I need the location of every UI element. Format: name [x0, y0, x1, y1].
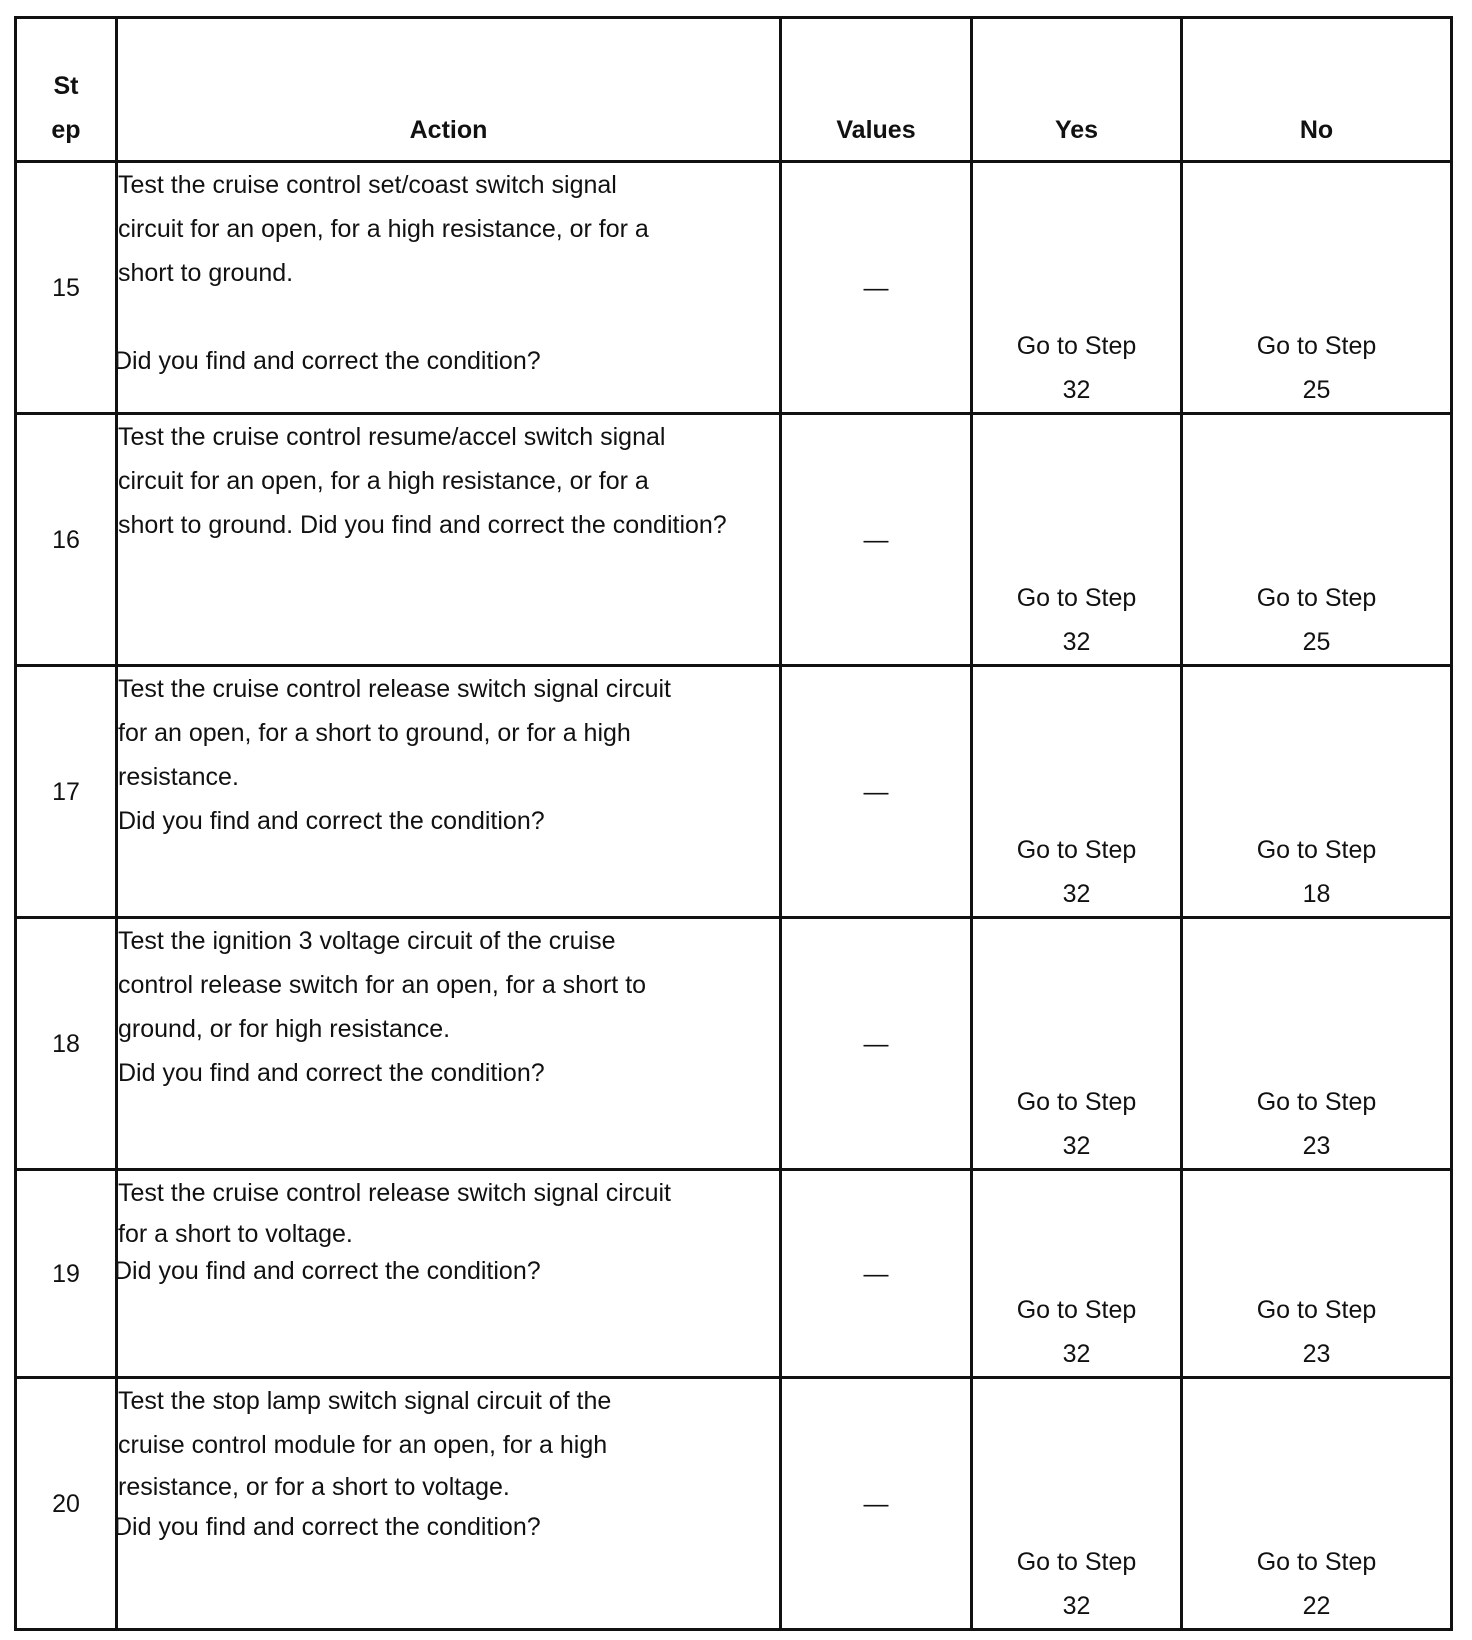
yes-go-to-label: Go to Step: [1016, 836, 1137, 864]
step-number: 18: [16, 918, 117, 1170]
values-cell: —: [781, 162, 972, 414]
step-header-line-2: ep: [51, 116, 81, 144]
header-row: [16, 18, 1452, 162]
action-cell: [117, 918, 781, 1170]
no-go-to-label: Go to Step: [1256, 332, 1377, 360]
column-header-yes: Yes: [972, 18, 1182, 162]
action-line: ground, or for high resistance.: [118, 1015, 451, 1043]
action-line: resistance.: [118, 763, 239, 791]
no-cell: [1182, 1378, 1452, 1630]
action-line: Test the cruise control release switch signal circuit: [118, 1179, 672, 1207]
column-header-action: Action: [117, 18, 781, 162]
column-header-no: No: [1182, 18, 1452, 162]
yes-go-to-step: 32: [1062, 880, 1091, 908]
yes-cell: [972, 666, 1182, 918]
no-cell: [1182, 1170, 1452, 1378]
column-header-step: [16, 18, 117, 162]
no-go-to-step: 18: [1302, 880, 1331, 908]
no-go-to-label: Go to Step: [1256, 584, 1377, 612]
table-row-step-20: [16, 1378, 1452, 1630]
step-number: 17: [16, 666, 117, 918]
yes-go-to-label: Go to Step: [1016, 1548, 1137, 1576]
no-cell: [1182, 414, 1452, 666]
yes-go-to-label: Go to Step: [1016, 1088, 1137, 1116]
action-cell: [117, 666, 781, 918]
action-line: short to ground. Did you find and correct the condition?: [118, 511, 727, 539]
yes-go-to-step: 32: [1062, 376, 1091, 404]
yes-go-to-label: Go to Step: [1016, 584, 1137, 612]
yes-cell: [972, 1378, 1182, 1630]
action-line: Test the cruise control set/coast switch signal: [118, 171, 617, 199]
step-number: 19: [16, 1170, 117, 1378]
action-line: circuit for an open, for a high resistance, or for a: [118, 467, 649, 495]
yes-cell: [972, 414, 1182, 666]
action-cell: [114, 1170, 781, 1378]
action-line: for an open, for a short to ground, or for a high: [118, 719, 631, 747]
yes-go-to-label: Go to Step: [1016, 332, 1137, 360]
step-number: 15: [16, 162, 117, 414]
action-line: resistance, or for a short to voltage.: [118, 1473, 510, 1501]
no-go-to-step: 25: [1302, 628, 1331, 656]
no-go-to-label: Go to Step: [1256, 1088, 1377, 1116]
no-go-to-step: 25: [1302, 376, 1331, 404]
table-row-step-18: [16, 918, 1452, 1170]
action-cell: [117, 414, 781, 666]
yes-go-to-step: 32: [1062, 1132, 1091, 1160]
action-line: circuit for an open, for a high resistance, or for a: [118, 215, 649, 243]
diagnostic-table: [14, 16, 1453, 1631]
table-row-step-15: [16, 162, 1452, 414]
diagnostic-table-sheet: [14, 16, 1450, 1624]
table-row-step-16: [16, 414, 1452, 666]
action-line: control release switch for an open, for a short to: [118, 971, 647, 999]
no-cell: [1182, 918, 1452, 1170]
action-cell: [114, 162, 781, 414]
action-line: Test the cruise control resume/accel switch signal: [118, 423, 666, 451]
action-line: Test the cruise control release switch signal circuit: [118, 675, 672, 703]
column-header-values: Values: [781, 18, 972, 162]
step-header-line-1: St: [53, 72, 79, 100]
yes-go-to-step: 32: [1062, 628, 1091, 656]
values-cell: —: [781, 1378, 972, 1630]
action-question: Did you find and correct the condition?: [114, 1513, 541, 1541]
table-row-step-19: [16, 1170, 1452, 1378]
action-line: Test the stop lamp switch signal circuit of the: [118, 1387, 612, 1415]
action-question: Did you find and correct the condition?: [118, 807, 545, 835]
no-cell: [1182, 162, 1452, 414]
step-number: 20: [16, 1378, 117, 1630]
action-line: for a short to voltage.: [118, 1220, 353, 1248]
yes-cell: [972, 918, 1182, 1170]
values-cell: —: [781, 1170, 972, 1378]
yes-go-to-step: 32: [1062, 1592, 1091, 1620]
yes-go-to-step: 32: [1062, 1340, 1091, 1368]
action-cell: [114, 1378, 781, 1630]
values-cell: —: [781, 918, 972, 1170]
action-question: Did you find and correct the condition?: [114, 347, 541, 375]
yes-cell: [972, 162, 1182, 414]
no-go-to-label: Go to Step: [1256, 1296, 1377, 1324]
no-go-to-label: Go to Step: [1256, 1548, 1377, 1576]
yes-cell: [972, 1170, 1182, 1378]
action-line: short to ground.: [118, 259, 294, 287]
no-go-to-step: 23: [1302, 1340, 1331, 1368]
action-question: Did you find and correct the condition?: [118, 1059, 545, 1087]
action-line: Test the ignition 3 voltage circuit of the cruise: [118, 927, 616, 955]
yes-go-to-label: Go to Step: [1016, 1296, 1137, 1324]
no-go-to-step: 22: [1302, 1592, 1331, 1620]
no-cell: [1182, 666, 1452, 918]
values-cell: —: [781, 666, 972, 918]
values-cell: —: [781, 414, 972, 666]
action-line: cruise control module for an open, for a high: [118, 1431, 608, 1459]
no-go-to-label: Go to Step: [1256, 836, 1377, 864]
action-question: Did you find and correct the condition?: [114, 1257, 541, 1285]
table-row-step-17: [16, 666, 1452, 918]
no-go-to-step: 23: [1302, 1132, 1331, 1160]
step-number: 16: [16, 414, 117, 666]
